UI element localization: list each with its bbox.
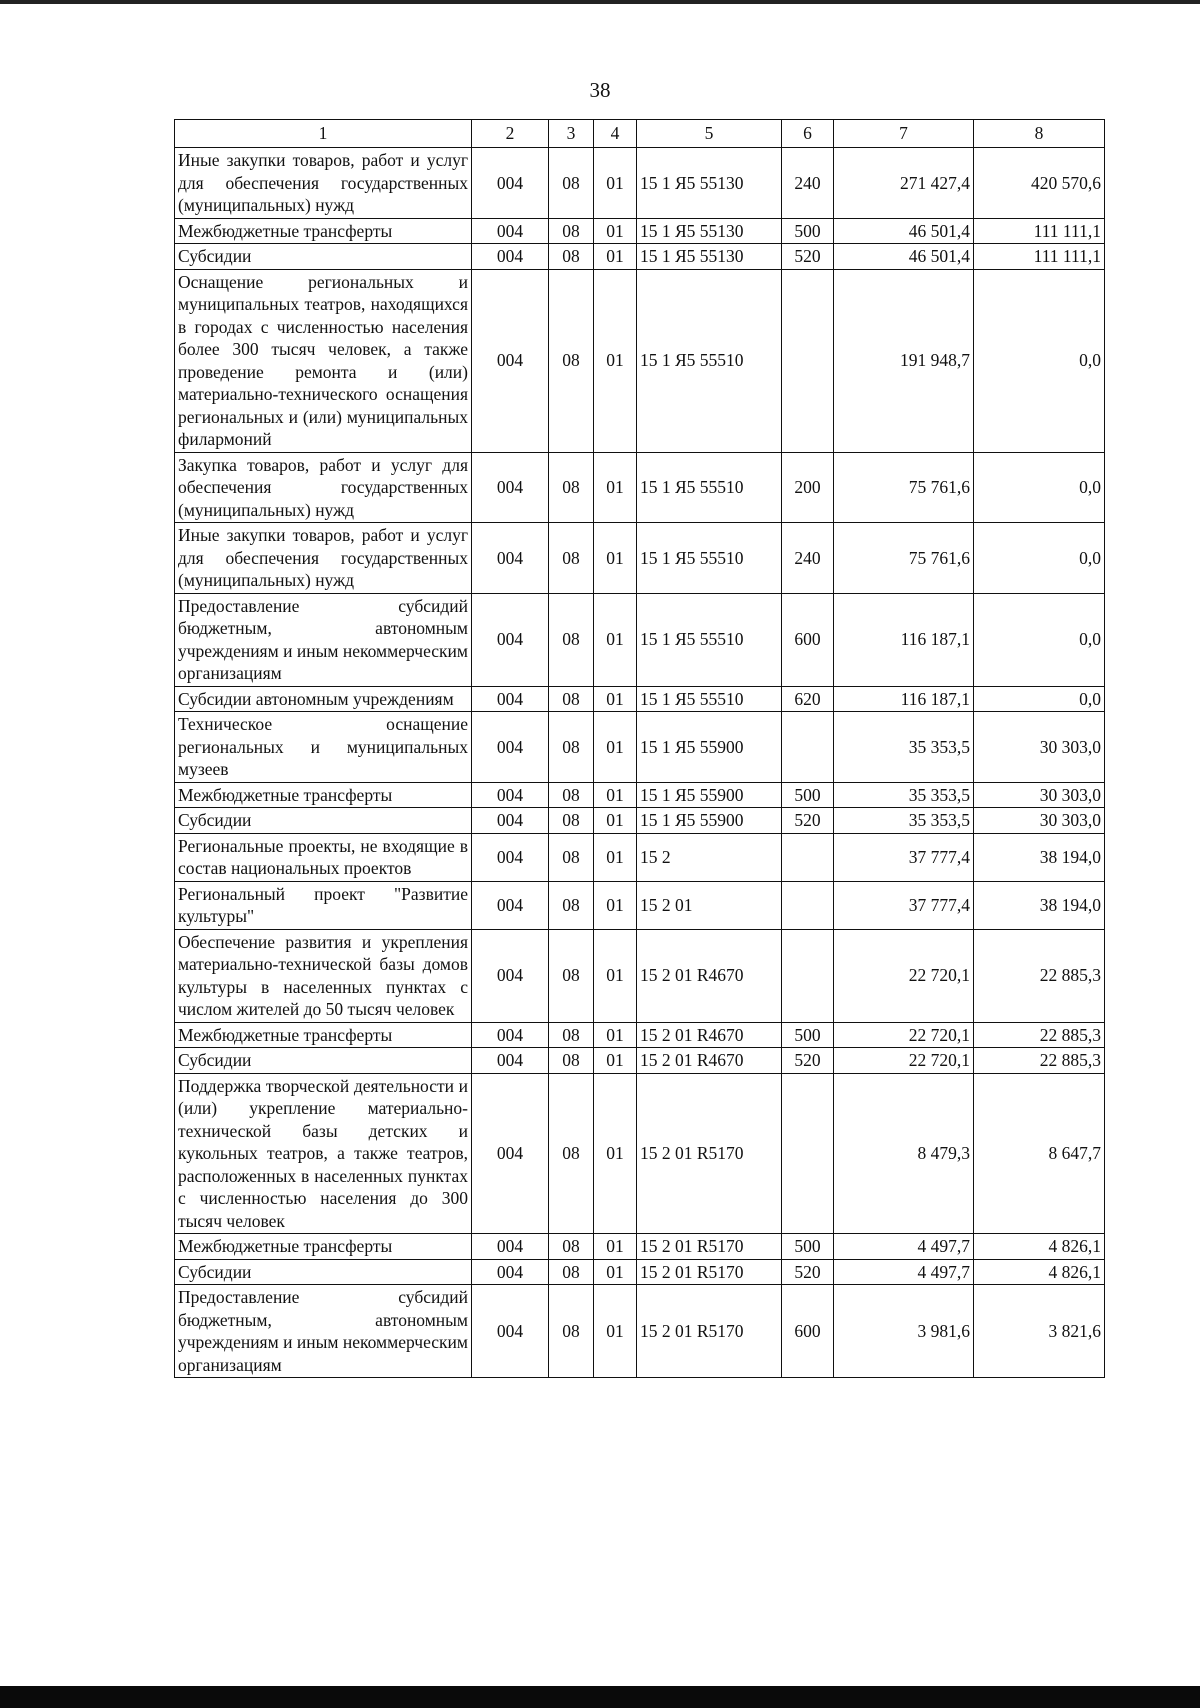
- amount-year-1-cell: 8 479,3: [834, 1073, 974, 1234]
- amount-year-1-cell: 37 777,4: [834, 881, 974, 929]
- amount-year-2-cell: 111 111,1: [974, 218, 1105, 244]
- amount-year-1-cell: 46 501,4: [834, 218, 974, 244]
- ministry-code-cell: 004: [472, 929, 549, 1022]
- ministry-code-cell: 004: [472, 1022, 549, 1048]
- ministry-code-cell: 004: [472, 452, 549, 523]
- target-article-cell: 15 1 Я5 55510: [637, 452, 782, 523]
- target-article-cell: 15 1 Я5 55900: [637, 712, 782, 783]
- expense-type-cell: 500: [782, 1234, 834, 1260]
- section-code-cell: 08: [549, 1022, 594, 1048]
- row-name-cell: Субсидии: [175, 808, 472, 834]
- expense-type-cell: 620: [782, 686, 834, 712]
- amount-year-2-cell: 8 647,7: [974, 1073, 1105, 1234]
- subsection-code-cell: 01: [594, 833, 637, 881]
- row-name-cell: Предоставление субсидий бюджетным, автономным учреждениям и иным некоммерческим организациям: [175, 593, 472, 686]
- section-code-cell: 08: [549, 808, 594, 834]
- ministry-code-cell: 004: [472, 833, 549, 881]
- target-article-cell: 15 1 Я5 55510: [637, 686, 782, 712]
- subsection-code-cell: 01: [594, 148, 637, 219]
- expense-type-cell: 600: [782, 1285, 834, 1378]
- expense-type-cell: 520: [782, 808, 834, 834]
- amount-year-2-cell: 4 826,1: [974, 1234, 1105, 1260]
- target-article-cell: 15 1 Я5 55130: [637, 148, 782, 219]
- table-row: [175, 686, 1105, 712]
- ministry-code-cell: 004: [472, 148, 549, 219]
- amount-year-1-cell: 4 497,7: [834, 1234, 974, 1260]
- table-row: [175, 1022, 1105, 1048]
- table-row: [175, 1073, 1105, 1234]
- subsection-code-cell: 01: [594, 1048, 637, 1074]
- amount-year-1-cell: 22 720,1: [834, 1048, 974, 1074]
- table-row: [175, 218, 1105, 244]
- row-name-cell: Региональный проект "Развитие культуры": [175, 881, 472, 929]
- target-article-cell: 15 1 Я5 55510: [637, 523, 782, 594]
- row-name-cell: Субсидии: [175, 1048, 472, 1074]
- header-row: [175, 120, 1105, 148]
- section-code-cell: 08: [549, 452, 594, 523]
- ministry-code-cell: 004: [472, 1048, 549, 1074]
- table-row: [175, 1259, 1105, 1285]
- expense-type-cell: 520: [782, 244, 834, 270]
- table-row: [175, 1285, 1105, 1378]
- ministry-code-cell: 004: [472, 1234, 549, 1260]
- amount-year-1-cell: 35 353,5: [834, 712, 974, 783]
- row-name-cell: Закупка товаров, работ и услуг для обеспечения государственных (муниципальных) нужд: [175, 452, 472, 523]
- target-article-cell: 15 2 01 R5170: [637, 1234, 782, 1260]
- row-name-cell: Субсидии: [175, 1259, 472, 1285]
- section-code-cell: 08: [549, 148, 594, 219]
- expense-type-cell: 520: [782, 1259, 834, 1285]
- section-code-cell: 08: [549, 1073, 594, 1234]
- row-name-cell: Обеспечение развития и укрепления материально-технической базы домов культуры в населенных пунктах с числом жителей до 50 тысяч человек: [175, 929, 472, 1022]
- row-name-cell: Региональные проекты, не входящие в состав национальных проектов: [175, 833, 472, 881]
- table-row: [175, 269, 1105, 452]
- subsection-code-cell: 01: [594, 244, 637, 270]
- expense-type-cell: 240: [782, 523, 834, 594]
- amount-year-1-cell: 37 777,4: [834, 833, 974, 881]
- subsection-code-cell: 01: [594, 218, 637, 244]
- expense-type-cell: 200: [782, 452, 834, 523]
- row-name-cell: Иные закупки товаров, работ и услуг для обеспечения государственных (муниципальных) нужд: [175, 148, 472, 219]
- column-header: 4: [594, 120, 637, 148]
- target-article-cell: 15 1 Я5 55510: [637, 593, 782, 686]
- expense-type-cell: 600: [782, 593, 834, 686]
- budget-table: [174, 119, 1105, 1378]
- row-name-cell: Межбюджетные трансферты: [175, 1234, 472, 1260]
- target-article-cell: 15 1 Я5 55900: [637, 808, 782, 834]
- row-name-cell: Межбюджетные трансферты: [175, 218, 472, 244]
- ministry-code-cell: 004: [472, 244, 549, 270]
- expense-type-cell: [782, 929, 834, 1022]
- row-name-cell: Межбюджетные трансферты: [175, 1022, 472, 1048]
- amount-year-1-cell: 35 353,5: [834, 808, 974, 834]
- expense-type-cell: 520: [782, 1048, 834, 1074]
- amount-year-2-cell: 22 885,3: [974, 1022, 1105, 1048]
- table-row: [175, 452, 1105, 523]
- expense-type-cell: [782, 1073, 834, 1234]
- amount-year-2-cell: 3 821,6: [974, 1285, 1105, 1378]
- section-code-cell: 08: [549, 1285, 594, 1378]
- amount-year-1-cell: 75 761,6: [834, 523, 974, 594]
- column-header: 6: [782, 120, 834, 148]
- amount-year-2-cell: 4 826,1: [974, 1259, 1105, 1285]
- section-code-cell: 08: [549, 1048, 594, 1074]
- subsection-code-cell: 01: [594, 712, 637, 783]
- section-code-cell: 08: [549, 1259, 594, 1285]
- amount-year-2-cell: 30 303,0: [974, 712, 1105, 783]
- target-article-cell: 15 2: [637, 833, 782, 881]
- table-row: [175, 244, 1105, 270]
- amount-year-1-cell: 22 720,1: [834, 1022, 974, 1048]
- target-article-cell: 15 2 01 R4670: [637, 929, 782, 1022]
- row-name-cell: Оснащение региональных и муниципальных театров, находящихся в городах с численностью населения более 300 тысяч человек, а также проведение ремонта и (или) материально-технического оснащения региональных и (или) муниципальных филармоний: [175, 269, 472, 452]
- row-name-cell: Субсидии: [175, 244, 472, 270]
- row-name-cell: Межбюджетные трансферты: [175, 782, 472, 808]
- table-row: [175, 523, 1105, 594]
- ministry-code-cell: 004: [472, 881, 549, 929]
- column-header: 1: [175, 120, 472, 148]
- table-body: [175, 148, 1105, 1378]
- row-name-cell: Предоставление субсидий бюджетным, автономным учреждениям и иным некоммерческим организациям: [175, 1285, 472, 1378]
- ministry-code-cell: 004: [472, 712, 549, 783]
- section-code-cell: 08: [549, 244, 594, 270]
- ministry-code-cell: 004: [472, 782, 549, 808]
- subsection-code-cell: 01: [594, 269, 637, 452]
- amount-year-2-cell: 38 194,0: [974, 833, 1105, 881]
- target-article-cell: 15 1 Я5 55130: [637, 218, 782, 244]
- subsection-code-cell: 01: [594, 929, 637, 1022]
- subsection-code-cell: 01: [594, 686, 637, 712]
- table-row: [175, 782, 1105, 808]
- subsection-code-cell: 01: [594, 1234, 637, 1260]
- subsection-code-cell: 01: [594, 1022, 637, 1048]
- target-article-cell: 15 1 Я5 55900: [637, 782, 782, 808]
- expense-type-cell: 500: [782, 1022, 834, 1048]
- subsection-code-cell: 01: [594, 1259, 637, 1285]
- amount-year-1-cell: 4 497,7: [834, 1259, 974, 1285]
- section-code-cell: 08: [549, 218, 594, 244]
- subsection-code-cell: 01: [594, 593, 637, 686]
- ministry-code-cell: 004: [472, 1259, 549, 1285]
- table-row: [175, 148, 1105, 219]
- amount-year-1-cell: 35 353,5: [834, 782, 974, 808]
- amount-year-2-cell: 420 570,6: [974, 148, 1105, 219]
- ministry-code-cell: 004: [472, 523, 549, 594]
- target-article-cell: 15 2 01 R5170: [637, 1285, 782, 1378]
- amount-year-1-cell: 22 720,1: [834, 929, 974, 1022]
- column-header: 2: [472, 120, 549, 148]
- column-header: 5: [637, 120, 782, 148]
- target-article-cell: 15 2 01: [637, 881, 782, 929]
- table-row: [175, 1234, 1105, 1260]
- ministry-code-cell: 004: [472, 593, 549, 686]
- amount-year-2-cell: 0,0: [974, 686, 1105, 712]
- amount-year-1-cell: 3 981,6: [834, 1285, 974, 1378]
- section-code-cell: 08: [549, 929, 594, 1022]
- amount-year-2-cell: 0,0: [974, 593, 1105, 686]
- table-row: [175, 808, 1105, 834]
- amount-year-1-cell: 46 501,4: [834, 244, 974, 270]
- target-article-cell: 15 2 01 R5170: [637, 1259, 782, 1285]
- page-number: 38: [589, 78, 611, 102]
- column-header: 3: [549, 120, 594, 148]
- subsection-code-cell: 01: [594, 1073, 637, 1234]
- expense-type-cell: [782, 833, 834, 881]
- table-row: [175, 593, 1105, 686]
- ministry-code-cell: 004: [472, 218, 549, 244]
- ministry-code-cell: 004: [472, 1073, 549, 1234]
- column-header: 7: [834, 120, 974, 148]
- row-name-cell: Субсидии автономным учреждениям: [175, 686, 472, 712]
- expense-type-cell: [782, 269, 834, 452]
- ministry-code-cell: 004: [472, 1285, 549, 1378]
- subsection-code-cell: 01: [594, 1285, 637, 1378]
- target-article-cell: 15 1 Я5 55510: [637, 269, 782, 452]
- target-article-cell: 15 2 01 R4670: [637, 1048, 782, 1074]
- amount-year-1-cell: 271 427,4: [834, 148, 974, 219]
- ministry-code-cell: 004: [472, 686, 549, 712]
- column-header: 8: [974, 120, 1105, 148]
- amount-year-2-cell: 30 303,0: [974, 782, 1105, 808]
- section-code-cell: 08: [549, 833, 594, 881]
- target-article-cell: 15 1 Я5 55130: [637, 244, 782, 270]
- amount-year-1-cell: 116 187,1: [834, 593, 974, 686]
- bottom-scan-band: [0, 1686, 1200, 1708]
- table-row: [175, 929, 1105, 1022]
- section-code-cell: 08: [549, 1234, 594, 1260]
- section-code-cell: 08: [549, 686, 594, 712]
- row-name-cell: Иные закупки товаров, работ и услуг для обеспечения государственных (муниципальных) нужд: [175, 523, 472, 594]
- subsection-code-cell: 01: [594, 523, 637, 594]
- amount-year-2-cell: 0,0: [974, 269, 1105, 452]
- amount-year-2-cell: 38 194,0: [974, 881, 1105, 929]
- section-code-cell: 08: [549, 782, 594, 808]
- table-row: [175, 833, 1105, 881]
- section-code-cell: 08: [549, 523, 594, 594]
- row-name-cell: Поддержка творческой деятельности и (или) укрепление материально-технической базы детских и кукольных театров, а также театров, расположенных в населенных пунктах с численностью населения до 300 тысяч человек: [175, 1073, 472, 1234]
- section-code-cell: 08: [549, 269, 594, 452]
- subsection-code-cell: 01: [594, 452, 637, 523]
- amount-year-2-cell: 30 303,0: [974, 808, 1105, 834]
- table-row: [175, 712, 1105, 783]
- section-code-cell: 08: [549, 593, 594, 686]
- section-code-cell: 08: [549, 712, 594, 783]
- amount-year-1-cell: 75 761,6: [834, 452, 974, 523]
- subsection-code-cell: 01: [594, 881, 637, 929]
- row-name-cell: Техническое оснащение региональных и муниципальных музеев: [175, 712, 472, 783]
- ministry-code-cell: 004: [472, 269, 549, 452]
- amount-year-2-cell: 22 885,3: [974, 1048, 1105, 1074]
- target-article-cell: 15 2 01 R4670: [637, 1022, 782, 1048]
- expense-type-cell: 500: [782, 782, 834, 808]
- amount-year-2-cell: 22 885,3: [974, 929, 1105, 1022]
- expense-type-cell: 500: [782, 218, 834, 244]
- amount-year-2-cell: 111 111,1: [974, 244, 1105, 270]
- table-row: [175, 1048, 1105, 1074]
- subsection-code-cell: 01: [594, 808, 637, 834]
- expense-type-cell: [782, 881, 834, 929]
- top-border-line: [0, 0, 1200, 4]
- amount-year-2-cell: 0,0: [974, 523, 1105, 594]
- table-row: [175, 881, 1105, 929]
- expense-type-cell: [782, 712, 834, 783]
- ministry-code-cell: 004: [472, 808, 549, 834]
- subsection-code-cell: 01: [594, 782, 637, 808]
- target-article-cell: 15 2 01 R5170: [637, 1073, 782, 1234]
- amount-year-1-cell: 116 187,1: [834, 686, 974, 712]
- amount-year-2-cell: 0,0: [974, 452, 1105, 523]
- amount-year-1-cell: 191 948,7: [834, 269, 974, 452]
- expense-type-cell: 240: [782, 148, 834, 219]
- section-code-cell: 08: [549, 881, 594, 929]
